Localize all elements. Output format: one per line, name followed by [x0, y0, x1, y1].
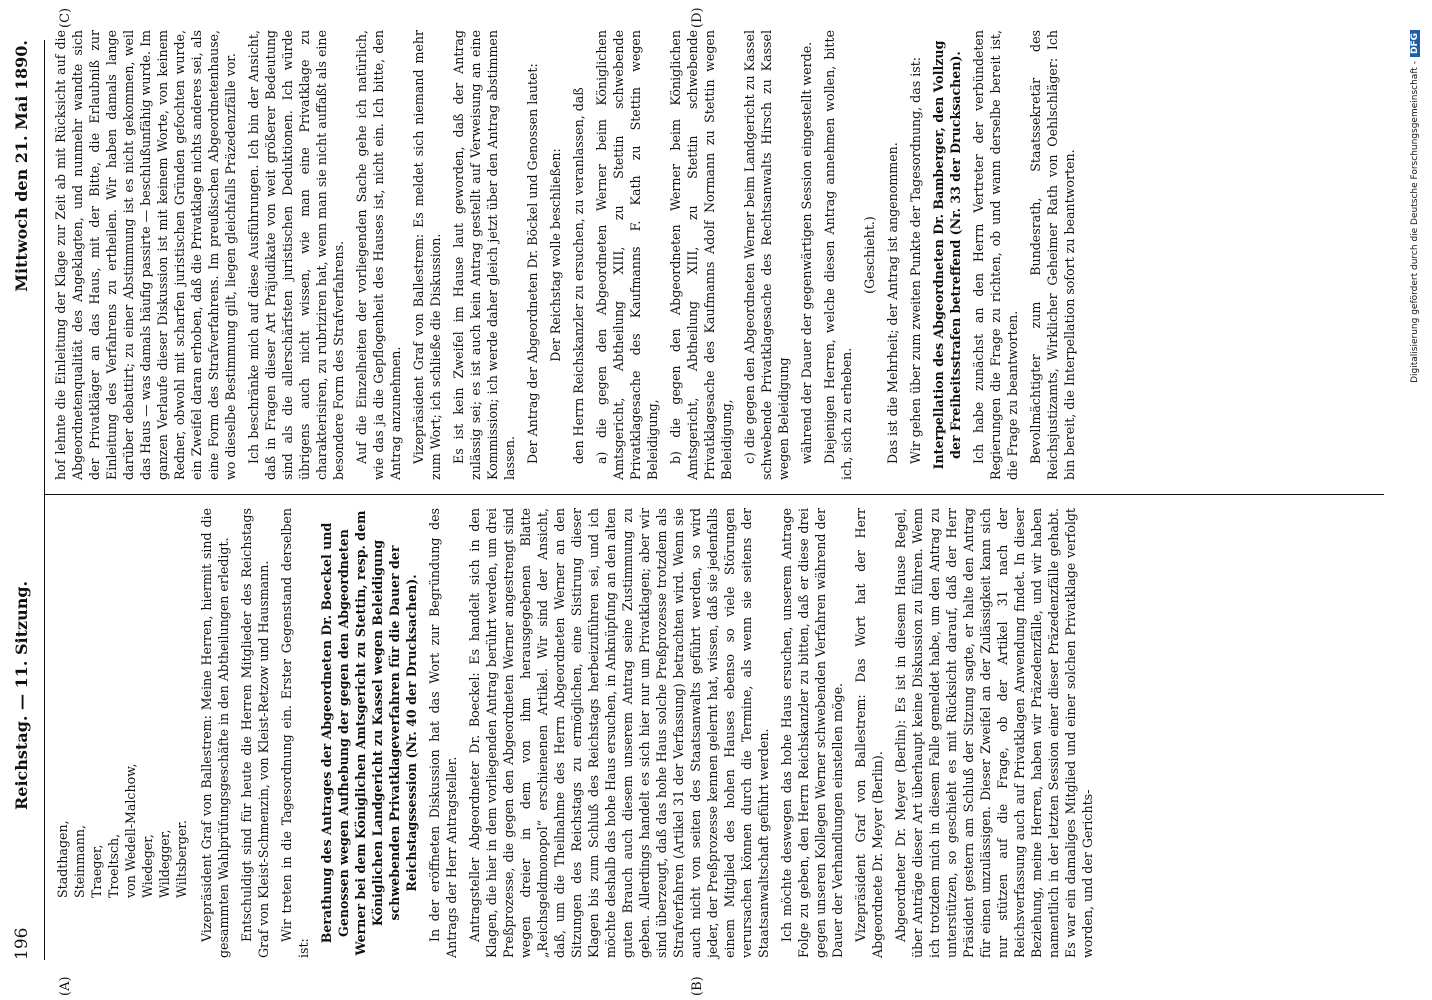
column-divider — [44, 494, 1384, 495]
paragraph: Vizepräsident Graf von Ballestrem: Es meldet sich niemand mehr zum Wort; ich schließe die Diskussion. — [411, 30, 443, 480]
stage-direction: (Geschieht.) — [862, 216, 877, 294]
left-column — [52, 508, 1102, 958]
header-left-title: Reichstag. — 11. Sitzung. — [12, 580, 31, 810]
margin-letter-a: (A) — [58, 976, 73, 996]
paragraph: Wir gehen über zum zweiten Punkte der Tagesordnung, das ist: — [908, 56, 923, 464]
margin-letter-b: (B) — [690, 976, 705, 996]
member-name: Wildegger, — [157, 829, 172, 898]
paragraph: Auf die Einzelheiten der vorliegenden Sache gehe ich natürlich, wie das ja die Gepflogenheit des Hauses ist, nicht ein. Ich bitte, den Antrag anzunehmen. — [354, 30, 403, 480]
member-name: Wiedeger, — [140, 834, 155, 898]
page-number: 196 — [12, 927, 32, 960]
header-rule — [44, 40, 45, 960]
paragraph: Bevollmächtigter zum Bundesrath, Staatssekretär des Reichsjustizamts, Wirklicher Geheimer Rath von Oehlschläger: Ich bin bereit, die Interpellation sofort zu beantworten. — [1028, 30, 1077, 480]
paragraph: Diejenigen Herren, welche diesen Antrag annehmen wollen, bitte ich, sich zu erheben. — [822, 30, 854, 480]
motion-item-c: c) die gegen den Abgeordneten Werner beim Landgericht zu Kassel schwebende Privatklagesache des Rechtsanwalts Hirsch zu Kassel wegen Beleidigung — [742, 30, 791, 480]
page-header — [8, 40, 40, 960]
paragraph: Es ist kein Zweifel im Hause laut geworden, daß der Antrag zulässig sei; es ist auch kein Antrag gestellt auf Verweisung an eine Kommission; ich werde daher gleich jetzt über den Antrag abstimmen lassen. — [451, 30, 517, 480]
header-right-title: Mittwoch den 21. Mai 1890. — [12, 40, 31, 292]
paragraph: während der Dauer der gegenwärtigen Session eingestellt werde. — [799, 41, 814, 464]
paragraph: In der eröffneten Diskussion hat das Wort zur Begründung des Antrags der Herr Antragsteller. — [427, 508, 459, 958]
margin-letter-c: (C) — [58, 7, 73, 28]
motion-item-a: a) die gegen den Abgeordneten Werner beim Königlichen Amtsgericht, Abtheilung XIII, zu Stettin schwebende Privatklagesache des Kaufmanns F. Kath zu Stettin wegen Beleidigung, — [594, 30, 660, 480]
agenda-item-title: Interpellation des Abgeordneten Dr. Bamberger, den Vollzug der Freiheitsstrafen betreffend (Nr. 33 der Drucksachen). — [931, 40, 963, 470]
paragraph: Entschuldigt sind für heute die Herren Mitglieder des Reichstags Graf von Kleist-Schmenzin, von Kleist-Retzow und Hausmann. — [239, 508, 271, 958]
motion-item-b: b) die gegen den Abgeordneten Werner beim Königlichen Amtsgericht, Abtheilung XIII, zu Stettin schwebende Privatklagesache des Kaufmanns Adolf Normann zu Stettin wegen Beleidigung, — [668, 30, 734, 480]
motion-intro: Der Reichstag wolle beschließen: — [548, 148, 563, 362]
right-column — [52, 30, 1084, 480]
margin-letter-d: (D) — [690, 7, 705, 28]
paragraph: Ich beschränke mich auf diese Ausführungen. Ich bin der Ansicht, daß in Fragen dieser Art Präjudikate von weit größerer Bedeutung sind als die allerschärfsten juristischen Deduktionen. Ich würde übrigens auch nicht wissen, wie man eine Privatklage zu charakterisiren, zu rubriziren hat, wenn man sie nicht auffaßt als eine besondere Form des Strafverfahrens. — [246, 30, 346, 480]
agenda-item-title: Berathung des Antrages der Abgeordneten Dr. Boeckel und Genossen wegen Aufhebung der gegen den Abgeordneten Werner bei dem Königlichen Amtsgericht zu Stettin, resp. dem Königlichen Landgericht zu Kassel wegen Beleidigung schwebenden Privatklageverfahren für die Dauer der Reichstagssession (Nr. 40 der Drucksachen). — [319, 510, 419, 956]
paragraph: Abgeordneter Dr. Meyer (Berlin): Es ist in diesem Hause Regel, über Anträge dieser Art überhaupt keine Diskussion zu führen. Wenn ich trotzdem mich in diesem Falle gemeldet habe, um den Antrag zu unterstützen, so geschieht es mit Rücksicht darauf, daß der Herr Präsident gestern am Schluß der Sitzung sagte, er halte den Antrag für einen unzulässigen. Dieser Zweifel an der Zulässigkeit kann sich nur stützen auf die Frage, ob der Artikel 31 nach der Reichsverfassung auch auf Privatklagen Anwendung findet. In dieser Beziehung, meine Herren, haben wir Präzedenzfälle, und wir haben namentlich in der letzten Session einer dieser Präzedenzfälle gehabt. Es war ein damaliges Mitglied und einer solchen Privatklage verfolgt worden, und der Gerichts- — [893, 508, 1095, 958]
digitization-footer — [1410, 30, 1420, 970]
paragraph: Vizepräsident Graf von Ballestrem: Meine Herren, hiermit sind die gesammten Wahlprüfungsgeschäfte in den Abtheilungen erledigt. — [199, 508, 231, 958]
member-name: Troeltsch, — [106, 833, 121, 898]
member-name: Wiltsberger. — [174, 820, 189, 898]
paragraph: hof lehnte die Einleitung der Klage zur Zeit ab mit Rücksicht auf die Abgeordnetenqualität des Angeklagten, und nunmehr wandte sich der Privatkläger an das Haus, mit der Bitte, die Erlaubniß zur Einleitung des Verfahrens zu ertheilen. Wir haben damals lange darüber debattirt; zu einer Abstimmung ist es nicht gekommen, weil das Haus — was damals häufig passirte — beschlußunfähig wurde. Im ganzen Verlaufe dieser Diskussion ist mit keinem Worte, von keinem Redner, obwohl mit scharfen juristischen Gründen gefochten wurde, ein Zweifel daran erhoben, daß die Privatklage nichts anderes sei, als eine Form des Strafverfahrens. Im preußischen Abgeordnetenhause, wo dieselbe Bestimmung gilt, liegen gleichfalls Präzedenzfälle vor. — [53, 30, 238, 480]
member-name: von Wedell-Malchow, — [123, 763, 138, 898]
paragraph: Das ist die Mehrheit; der Antrag ist angenommen. — [885, 142, 900, 464]
paragraph: Der Antrag der Abgeordneten Dr. Böckel und Genossen lautet: — [525, 63, 540, 464]
member-name-list — [54, 508, 190, 898]
paragraph: Ich habe zunächst an den Herrn Vertreter der verbündeten Regierungen die Frage zu richten, ob und wann derselbe bereit ist, die Frage zu beantworten. — [971, 30, 1020, 480]
paragraph: Wir treten in die Tagesordnung ein. Erster Gegenstand derselben ist: — [279, 508, 311, 958]
paragraph: den Herrn Reichskanzler zu ersuchen, zu veranlassen, daß — [571, 87, 586, 464]
dfg-logo: DFG — [1410, 30, 1420, 57]
member-name: Stadthagen, — [55, 820, 70, 898]
member-name: Traeger, — [89, 844, 104, 898]
member-name: Steinmann, — [72, 825, 87, 898]
paragraph: Vizepräsident Graf von Ballestrem: Das Wort hat der Herr Abgeordnete Dr. Meyer (Berlin). — [853, 508, 885, 958]
paragraph: Antragsteller Abgeordneter Dr. Boeckel: Es handelt sich in den Klagen, die hier in dem vorliegenden Antrag berührt werden, um drei Preßprozesse, die gegen den Abgeordneten Werner angestrengt sind wegen dreier in dem von ihm herausgegebenen Blatte „Reichsgeldmonopol“ erschienenen Artikel. Wir sind der Ansicht, daß, um die Theilnahme des Herrn Abgeordneten Werner an den Sitzungen des Reichstags zu ermöglichen, eine Sistirung dieser Klagen bis zum Schluß des Reichstags herbeizuführen sei, und ich möchte deshalb das hohe Haus ersuchen, in Anknüpfung an den alten guten Brauch auch diesem unserem Antrag seine Zustimmung zu geben. Allerdings handelt es sich hier nur um Privatklagen; aber wir sind überzeugt, daß das hohe Haus solche Preßprozesse trotzdem als Strafverfahren (Artikel 31 der Verfassung) betrachten wird. Wenn sie auch nicht von seiten des Staatsanwalts geführt werden, so wird jeder, der Preßprozesse kennen gelernt hat, wissen, daß sie jedenfalls einem Mitglied des hohen Hauses ebenso so viele Störungen verursachen können durch die Termine, als wenn sie seitens der Staatsanwaltschaft geführt werden. — [467, 508, 771, 958]
paragraph: Ich möchte deswegen das hohe Haus ersuchen, unserem Antrage Folge zu geben, den Herrn Reichskanzler zu bitten, daß er diese drei gegen unseren Kollegen Werner schwebenden Verfahren während der Dauer der Verhandlungen einstellen möge. — [779, 508, 845, 958]
footer-text: Digitalisierung gefördert durch die Deutsche Forschungsgemeinschaft - — [1410, 61, 1420, 383]
